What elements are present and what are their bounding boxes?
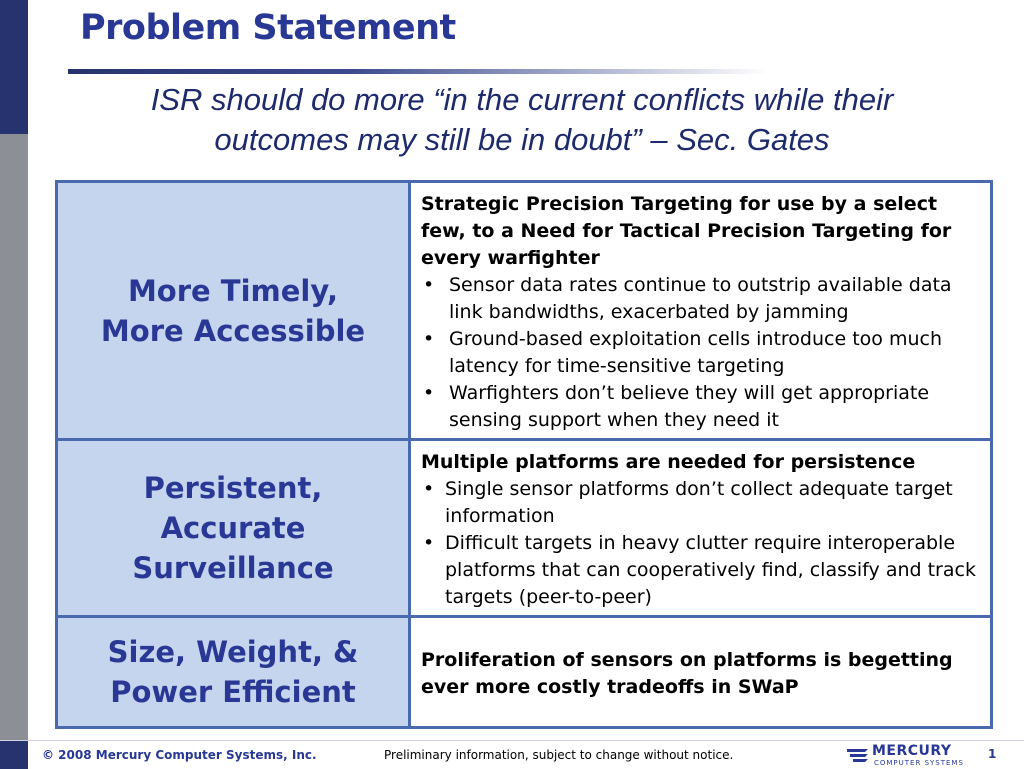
row-content-timely bbox=[410, 182, 992, 440]
row-heading: Strategic Precision Targeting for use by a select few, to a Need for Tactical Precision Targeting for every warfighter bbox=[421, 193, 952, 269]
table-row-swap bbox=[57, 617, 992, 728]
row-content-swap bbox=[410, 617, 992, 728]
table-row-timely bbox=[57, 182, 992, 440]
quote-line-2: outcomes may still be in doubt” – Sec. Gates bbox=[214, 122, 830, 157]
mercury-logo bbox=[846, 744, 970, 768]
mercury-wing-logo-icon bbox=[846, 745, 872, 767]
notice-text: Preliminary information, subject to change without notice. bbox=[384, 748, 734, 762]
slide-title: Problem Statement bbox=[80, 8, 456, 48]
row-label-line: Surveillance bbox=[132, 551, 334, 585]
bullet-text: Ground-based exploitation cells introduce too much latency for time-sensitive targeting bbox=[449, 328, 942, 377]
bullet-icon: • bbox=[423, 478, 435, 500]
list-item bbox=[421, 380, 982, 434]
bullet-text: Difficult targets in heavy clutter require interoperable platforms that can cooperatively find, classify and track targets (peer-to-peer) bbox=[445, 532, 976, 608]
left-accent-bar-top bbox=[0, 0, 28, 134]
row-heading: Proliferation of sensors on platforms is begetting ever more costly tradeoffs in SWaP bbox=[421, 649, 953, 698]
list-item bbox=[421, 530, 982, 611]
row-label-swap bbox=[57, 617, 410, 728]
logo-wordmark: MERCURY bbox=[872, 743, 952, 759]
problem-table bbox=[55, 180, 993, 729]
copyright-text: © 2008 Mercury Computer Systems, Inc. bbox=[42, 748, 317, 762]
row-label-timely bbox=[57, 182, 410, 440]
table-row-persistent bbox=[57, 440, 992, 617]
footer-accent-bar bbox=[0, 741, 28, 769]
bullet-text: Warfighters don’t believe they will get appropriate sensing support when they need it bbox=[449, 382, 930, 431]
slide-footer bbox=[0, 740, 1024, 769]
page-number: 1 bbox=[988, 747, 997, 761]
row-label-line: More Accessible bbox=[100, 313, 366, 348]
slide-quote bbox=[40, 80, 1004, 160]
row-content-persistent bbox=[410, 440, 992, 617]
row-label-line: Accurate bbox=[160, 511, 306, 545]
row-label-line: More Timely, bbox=[127, 273, 339, 308]
row-heading: Multiple platforms are needed for persistence bbox=[421, 451, 916, 473]
list-item bbox=[421, 326, 982, 380]
left-accent-bar-bottom bbox=[0, 134, 28, 740]
bullet-icon: • bbox=[423, 382, 435, 404]
bullet-list bbox=[421, 476, 982, 611]
bullet-text: Single sensor platforms don’t collect adequate target information bbox=[445, 478, 953, 527]
row-label-line: Size, Weight, & bbox=[107, 635, 359, 669]
list-item bbox=[421, 476, 982, 530]
list-item bbox=[421, 272, 982, 326]
bullet-icon: • bbox=[423, 532, 435, 554]
bullet-icon: • bbox=[423, 328, 435, 350]
bullet-text: Sensor data rates continue to outstrip available data link bandwidths, exacerbated by jamming bbox=[449, 274, 952, 323]
row-label-persistent bbox=[57, 440, 410, 617]
row-label-line: Persistent, bbox=[143, 471, 323, 505]
row-label-line: Power Efficient bbox=[110, 675, 356, 709]
bullet-list bbox=[421, 272, 982, 434]
quote-line-1: ISR should do more “in the current conflicts while their bbox=[150, 82, 894, 117]
bullet-icon: • bbox=[423, 274, 435, 296]
title-underline-rule bbox=[68, 69, 768, 74]
logo-subtitle: COMPUTER SYSTEMS bbox=[874, 759, 964, 767]
